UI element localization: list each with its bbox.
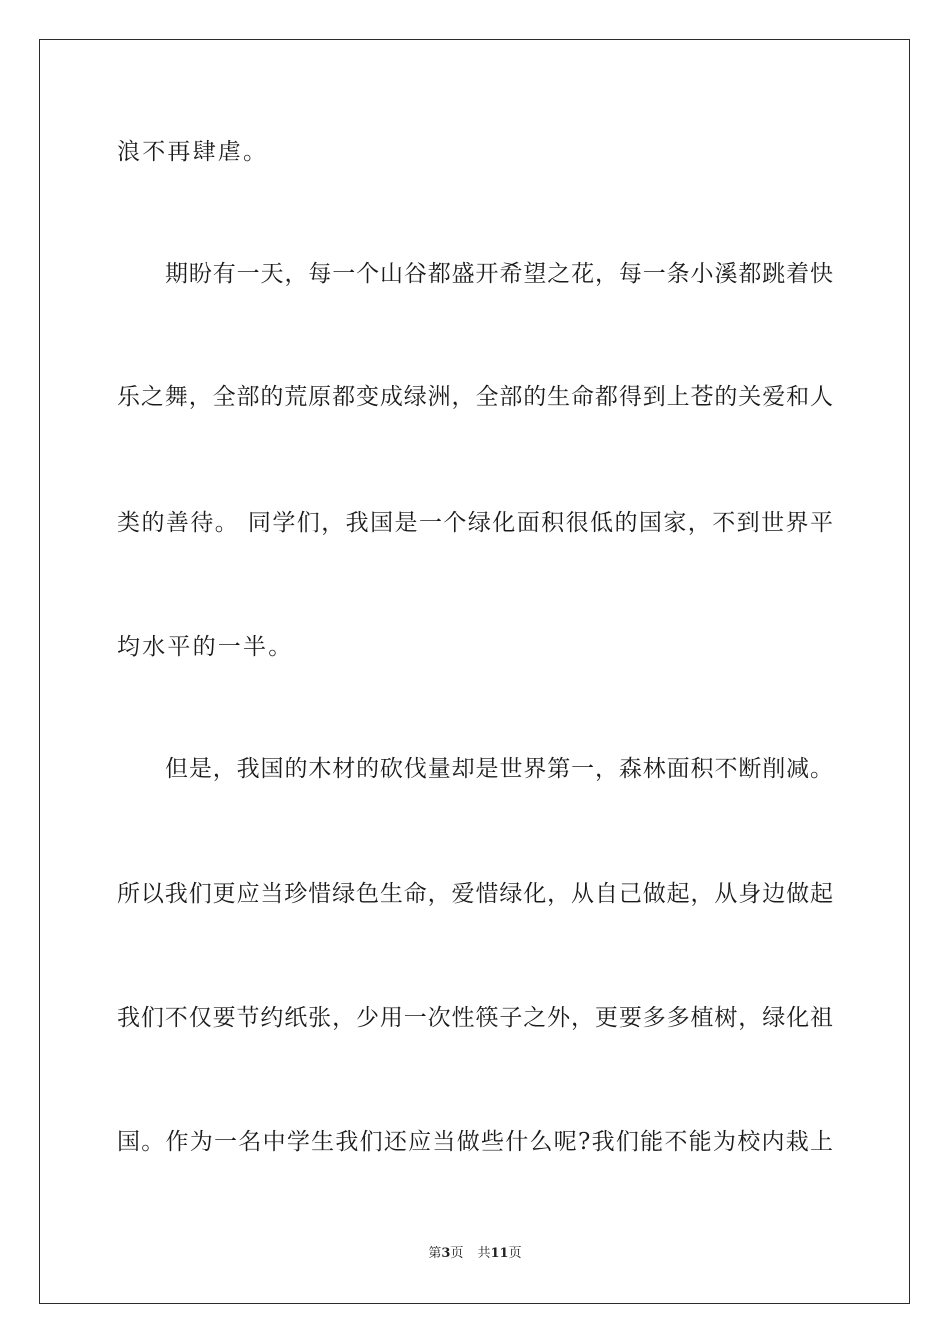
- text-line-2: 期盼有一天，每一个山谷都盛开希望之花，每一条小溪都跳着快: [165, 261, 833, 287]
- footer-page-suffix: 页: [450, 1246, 464, 1261]
- footer-page-total: 11: [490, 1246, 509, 1261]
- page-border: [39, 39, 910, 1304]
- page-footer: [0, 1245, 950, 1263]
- text-line-6: 但是，我国的木材的砍伐量却是世界第一，森林面积不断削减。: [165, 756, 833, 782]
- text-line-4: 类的善待。 同学们，我国是一个绿化面积很低的国家，不到世界平: [117, 510, 833, 536]
- footer-page-prefix: 第: [428, 1246, 442, 1261]
- text-line-5: 均水平的一半。: [117, 634, 294, 660]
- footer-total-prefix: 共: [477, 1246, 491, 1261]
- text-line-1: 浪不再肆虐。: [117, 139, 269, 165]
- footer-total-suffix: 页: [508, 1246, 522, 1261]
- text-line-9: 国。作为一名中学生我们还应当做些什么呢?我们能不能为校内栽上: [117, 1129, 833, 1155]
- text-line-8: 我们不仅要节约纸张，少用一次性筷子之外，更要多多植树，绿化祖: [117, 1005, 833, 1031]
- text-line-3: 乐之舞，全部的荒原都变成绿洲，全部的生命都得到上苍的关爱和人: [117, 384, 833, 410]
- text-line-7: 所以我们更应当珍惜绿色生命，爱惜绿化，从自己做起，从身边做起: [117, 881, 833, 907]
- footer-page-current: 3: [441, 1246, 451, 1261]
